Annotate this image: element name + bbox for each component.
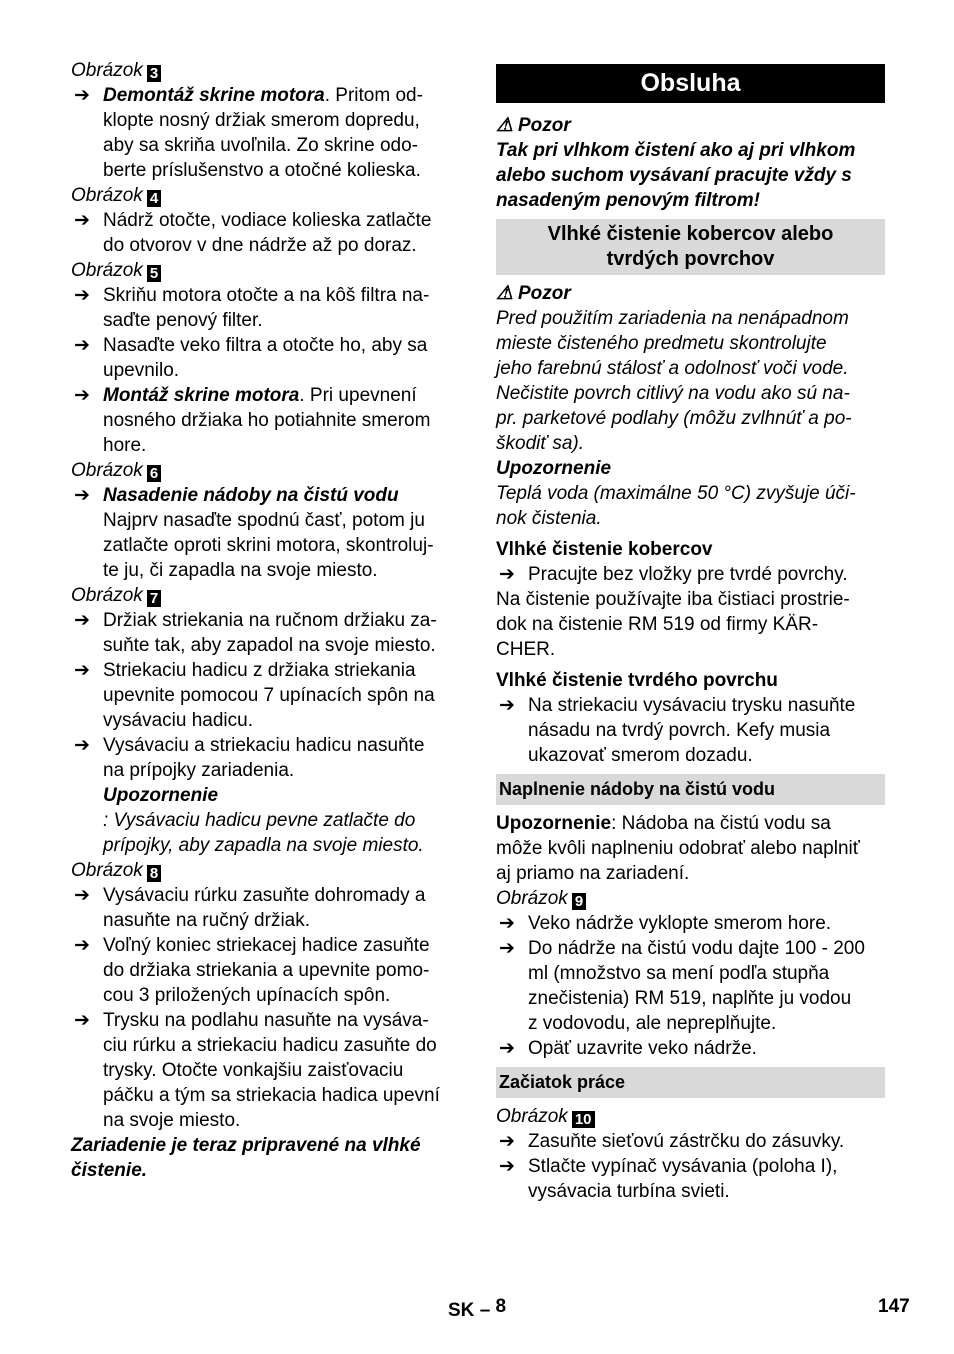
warning-icon: ⚠ (496, 115, 514, 136)
section-title: Obsluha (496, 64, 885, 103)
instruction-step: ➔ Stlačte vypínač vysávania (poloha I), vysávacia turbína svieti. (499, 1156, 838, 1202)
note-text: Teplá voda (maximálne 50 °C) zvyšuje úči- nok čistenia. (496, 483, 856, 529)
instruction-step: ➔ Vysávaciu rúrku zasuňte dohromady a nasuňte na ručný držiak. (74, 885, 426, 931)
arrow-icon: ➔ (499, 1156, 515, 1177)
caution-text: Pred použitím zariadenia na nenápadnom mieste čisteného predmetu skontrolujte jeho farebnú stálosť a odolnosť voči vode. Nečistite povrch citlivý na vodu ako sú na- pr. parketové podlahy (môžu zvlhnúť a po- škodiť sa). (496, 308, 852, 454)
figure-number: 6 (147, 465, 161, 482)
conclusion-text: Zariadenie je teraz pripravené na vlhké čistenie. (71, 1135, 421, 1181)
figure-ref: Obrázok 7 (71, 583, 459, 608)
instruction-step: ➔ Montáž skrine motora. Pri upevnení nosného držiaka ho potiahnite smerom hore. (74, 385, 431, 456)
instruction-step: ➔ Skriňu motora otočte a na kôš filtra na- saďte penový filter. (74, 285, 430, 331)
arrow-icon: ➔ (74, 385, 90, 406)
arrow-icon: ➔ (74, 885, 90, 906)
arrow-icon: ➔ (74, 735, 90, 756)
arrow-icon: ➔ (74, 85, 90, 106)
caution-text: Tak pri vlhkom čistení ako aj pri vlhkom alebo suchom vysávaní pracujte vždy s nasadeným penovým filtrom! (496, 140, 856, 211)
instruction-step: ➔ Nasaďte veko filtra a otočte ho, aby sa upevnilo. (74, 335, 428, 381)
paragraph: Upozornenie: Nádoba na čistú vodu sa môže kvôli naplneniu odobrať alebo naplniť aj priamo na zariadení. (496, 813, 860, 884)
instruction-step: ➔ Na striekaciu vysávaciu trysku nasuňte násadu na tvrdý povrch. Kefy musia ukazovať smerom dozadu. (499, 695, 856, 766)
instruction-step: ➔ Striekaciu hadicu z držiaka striekania upevnite pomocou 7 upínacích spôn na vysávaciu hadicu. (74, 660, 435, 731)
instruction-step: ➔ Trysku na podlahu nasuňte na vysáva- ciu rúrku a striekaciu hadicu zasuňte do trysky. Otočte vonkajšiu zaisťovaciu páčku a tým sa striekacia hadica upevní na svoje miesto. (74, 1010, 440, 1131)
arrow-icon: ➔ (499, 695, 515, 716)
subsection-heading: Začiatok práce (496, 1067, 885, 1098)
instruction-step: ➔ Držiak striekania na ručnom držiaku za- suňte tak, aby zapadol na svoje miesto. (74, 610, 437, 656)
figure-number: 4 (147, 190, 161, 207)
instruction-step: ➔ Do nádrže na čistú vodu dajte 100 - 200 ml (množstvo sa mení podľa stupňa znečistenia) RM 519, naplňte ju vodou z vodovodu, ale nepreplňujte. (499, 938, 865, 1034)
arrow-icon: ➔ (74, 335, 90, 356)
instruction-step: ➔ Opäť uzavrite veko nádrže. (499, 1038, 757, 1059)
note-block: Upozornenie : Vysávaciu hadicu pevne zatlačte do prípojky, aby zapadla na svoje miesto. (103, 785, 424, 856)
page-footer-local: SK – 8 (448, 1296, 507, 1321)
subsection-heading: Vlhké čistenie kobercov alebo tvrdých povrchov (496, 219, 885, 275)
instruction-step: ➔ Nasadenie nádoby na čistú vodu Najprv nasaďte spodnú časť, potom ju zatlačte oproti skrini motora, skontroluj- te ju, či zapadla na svoje miesto. (74, 485, 434, 581)
arrow-icon: ➔ (74, 610, 90, 631)
figure-number: 3 (147, 65, 161, 82)
left-column (71, 58, 459, 1183)
arrow-icon: ➔ (499, 1038, 515, 1059)
paragraph: ➔ Pracujte bez vložky pre tvrdé povrchy. Na čistenie používajte iba čistiaci prostrie- dok na čistenie RM 519 od firmy KÄR- CHER. (496, 564, 850, 660)
figure-number: 7 (147, 590, 161, 607)
note-heading: Upozornenie (496, 458, 612, 479)
figure-ref: Obrázok 5 (71, 258, 459, 283)
figure-ref: Obrázok 6 (71, 458, 459, 483)
arrow-icon: ➔ (74, 935, 90, 956)
instruction-step: ➔ Nádrž otočte, vodiace kolieska zatlačte do otvorov v dne nádrže až po doraz. (74, 210, 432, 256)
arrow-icon: ➔ (74, 210, 90, 231)
right-column (496, 58, 885, 1204)
instruction-step: ➔ Voľný koniec striekacej hadice zasuňte do držiaka striekania a upevnite pomo- cou 3 priložených upínacích spôn. (74, 935, 430, 1006)
figure-number: 8 (147, 865, 161, 882)
caution-heading: ⚠ Pozor (496, 283, 571, 304)
arrow-icon: ➔ (499, 938, 515, 959)
instruction-step: ➔ Veko nádrže vyklopte smerom hore. (499, 913, 832, 934)
figure-number: 9 (572, 893, 586, 910)
figure-ref: Obrázok 10 (496, 1104, 885, 1129)
arrow-icon: ➔ (74, 660, 90, 681)
instruction-step: ➔ Vysávaciu a striekaciu hadicu nasuňte na prípojky zariadenia. (74, 735, 425, 781)
instruction-step: ➔ Zasuňte sieťovú zástrčku do zásuvky. (499, 1131, 845, 1152)
caution-heading: ⚠ Pozor (496, 115, 571, 136)
arrow-icon: ➔ (499, 564, 515, 585)
figure-ref: Obrázok 9 (496, 886, 885, 911)
warning-icon: ⚠ (496, 283, 514, 304)
page-number: 147 (878, 1296, 910, 1317)
arrow-icon: ➔ (74, 1010, 90, 1031)
figure-number: 5 (147, 265, 161, 282)
paragraph-heading: Vlhké čistenie tvrdého povrchu (496, 670, 778, 691)
paragraph-heading: Vlhké čistenie kobercov (496, 539, 713, 560)
instruction-step: ➔ Demontáž skrine motora. Pritom od- klopte nosný držiak smerom dopredu, aby sa skriňa uvoľnila. Zo skrine odo- berte príslušenstvo a otočné kolieska. (74, 85, 423, 181)
figure-ref: Obrázok 4 (71, 183, 459, 208)
figure-ref: Obrázok 3 (71, 58, 459, 83)
arrow-icon: ➔ (74, 485, 90, 506)
arrow-icon: ➔ (74, 285, 90, 306)
arrow-icon: ➔ (499, 913, 515, 934)
arrow-icon: ➔ (499, 1131, 515, 1152)
subsection-heading: Naplnenie nádoby na čistú vodu (496, 774, 885, 805)
figure-ref: Obrázok 8 (71, 858, 459, 883)
figure-number: 10 (572, 1111, 595, 1128)
